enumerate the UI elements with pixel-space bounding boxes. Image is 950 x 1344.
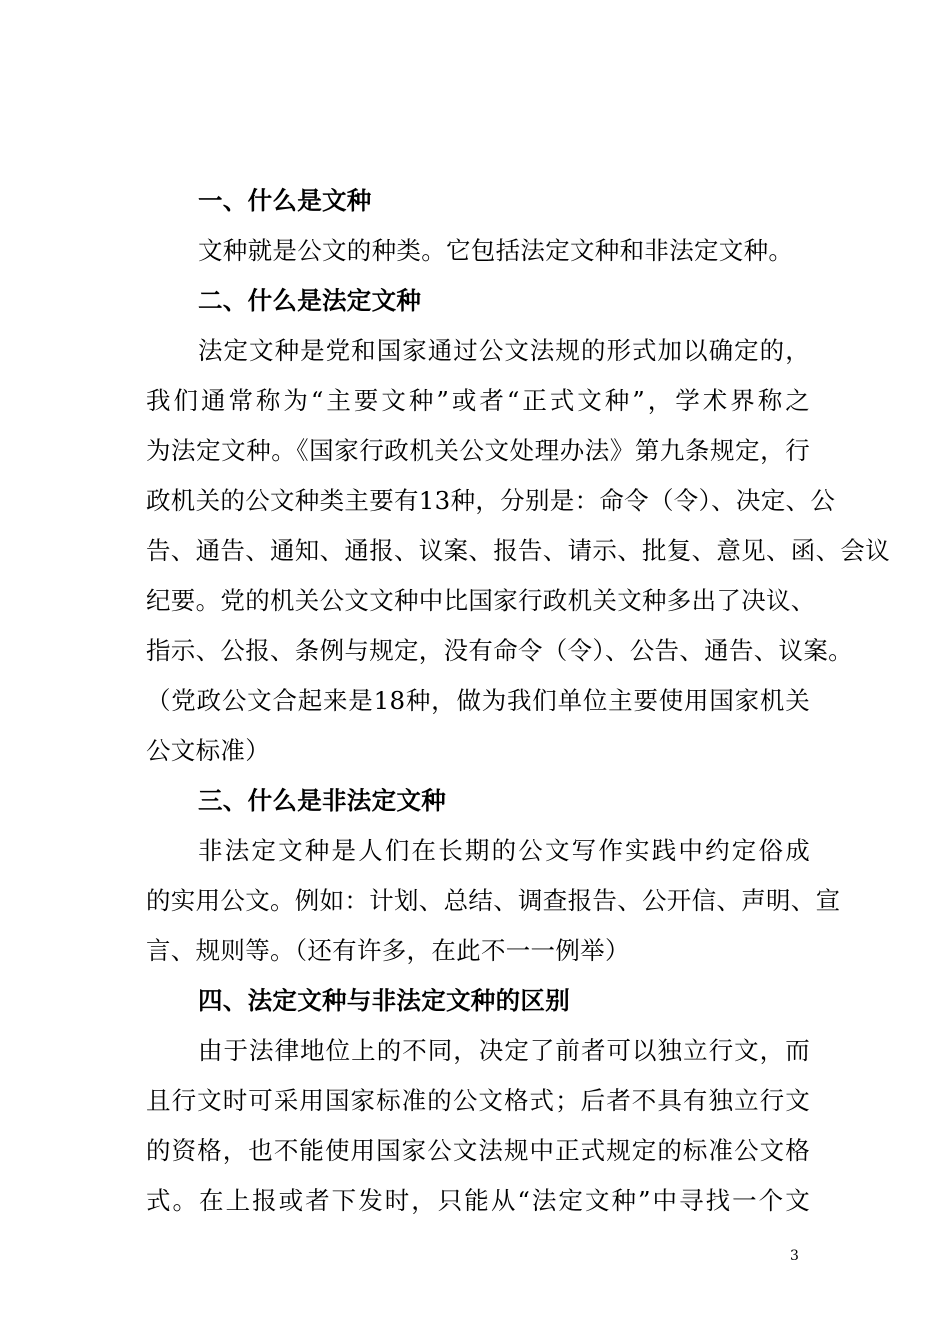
section-2-paragraph-line: 我们通常称为“主要文种”或者“正式文种”，学术界称之 [146,386,810,415]
section-2-paragraph-line: 指示、公报、条例与规定，没有命令（令）、公告、通告、议案。 [146,636,853,665]
section-4-paragraph-line: 的资格，也不能使用国家公文法规中正式规定的标准公文格 [146,1136,810,1165]
section-3-paragraph-line: 非法定文种是人们在长期的公文写作实践中约定俗成 [198,836,810,865]
page-number: 3 [790,1248,799,1264]
section-1-paragraph-line: 文种就是公文的种类。它包括法定文种和非法定文种。 [198,236,794,265]
section-2-heading: 二、什么是法定文种 [198,286,422,315]
section-2-paragraph-line: （党政公文合起来是18种，做为我们单位主要使用国家机关 [146,686,810,715]
section-2-paragraph-line: 公文标准） [146,736,270,765]
section-1-heading: 一、什么是文种 [198,186,372,215]
section-3-paragraph-line: 言、规则等。（还有许多，在此不一一例举） [146,936,630,965]
section-4-paragraph-line: 且行文时可采用国家标准的公文格式；后者不具有独立行文 [146,1086,810,1115]
section-2-paragraph-line: 为法定文种。《国家行政机关公文处理办法》第九条规定，行 [146,436,810,465]
section-2-paragraph-line: 纪要。党的机关公文文种中比国家行政机关文种多出了决议、 [146,586,816,615]
section-4-paragraph-line: 由于法律地位上的不同，决定了前者可以独立行文，而 [198,1036,810,1065]
section-2-paragraph-line: 告、通告、通知、通报、议案、报告、请示、批复、意见、函、会议 [146,536,890,565]
section-2-paragraph-line: 政机关的公文种类主要有13种，分别是：命令（令）、决定、公 [146,486,836,515]
section-4-paragraph-line: 式。在上报或者下发时，只能从“法定文种”中寻找一个文 [146,1186,810,1215]
section-3-paragraph-line: 的实用公文。例如：计划、总结、调查报告、公开信、声明、宣 [146,886,841,915]
section-4-heading: 四、法定文种与非法定文种的区别 [198,986,570,1015]
document-body [146,176,890,1226]
section-2-paragraph-line: 法定文种是党和国家通过公文法规的形式加以确定的， [198,336,810,365]
section-3-heading: 三、什么是非法定文种 [198,786,446,815]
